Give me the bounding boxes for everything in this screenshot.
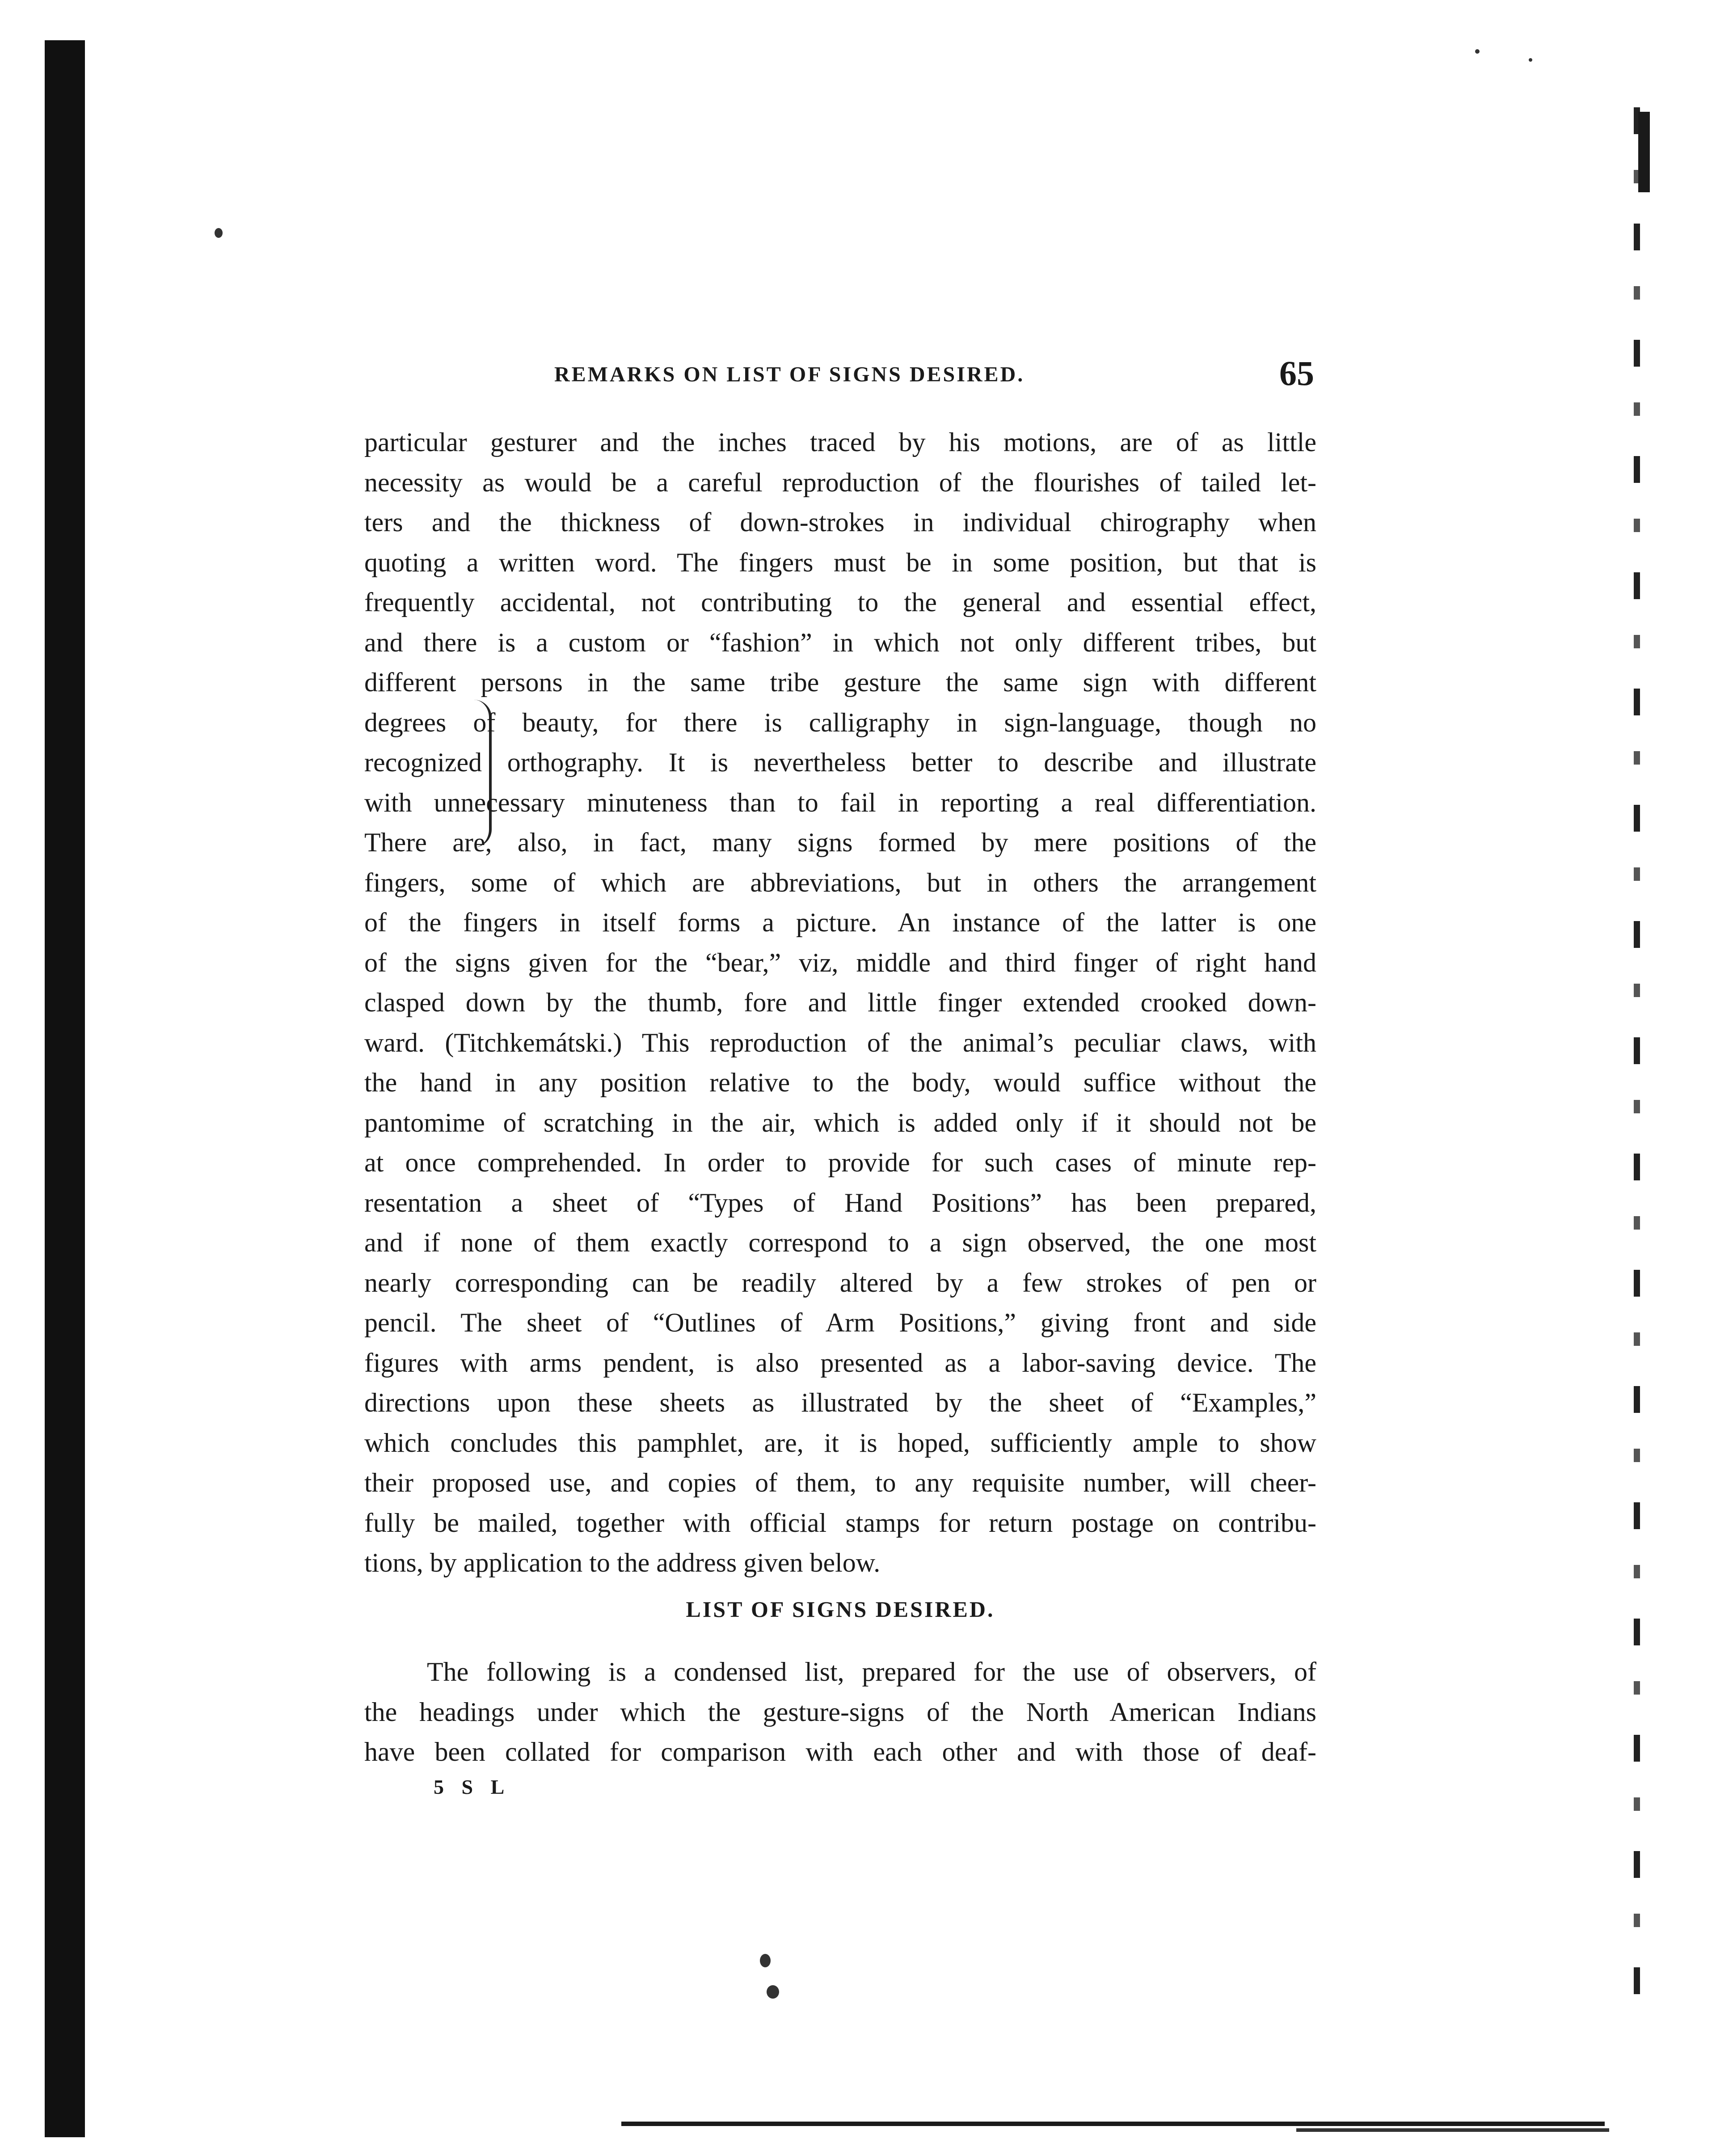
text-line: at once comprehended. In order to provide for such cases of minute rep- bbox=[364, 1148, 1316, 1177]
text-line: particular gesturer and the inches traced by his motions, are of as little bbox=[364, 427, 1316, 457]
scan-speck bbox=[760, 1954, 771, 1967]
page-number: 65 bbox=[1279, 354, 1314, 393]
text-line: pencil. The sheet of “Outlines of Arm Positions,” giving front and side bbox=[364, 1308, 1316, 1337]
text-line: directions upon these sheets as illustrated by the sheet of “Examples,” bbox=[364, 1388, 1316, 1417]
text-line: have been collated for comparison with each other and with those of deaf- bbox=[364, 1737, 1316, 1767]
page-header bbox=[367, 353, 1314, 402]
text-line: necessity as would be a careful reproduction of the flourishes of tailed let- bbox=[364, 467, 1316, 497]
text-line: tions, by application to the address given below. bbox=[364, 1548, 881, 1577]
paragraph-main bbox=[364, 423, 1316, 1583]
text-line: quoting a written word. The fingers must be in some position, but that is bbox=[364, 547, 1316, 577]
running-head: REMARKS ON LIST OF SIGNS DESIRED. bbox=[554, 363, 1025, 386]
text-line: the headings under which the gesture-signs of the North American Indians bbox=[364, 1697, 1316, 1727]
text-line: and if none of them exactly correspond to a sign observed, the one most bbox=[364, 1228, 1316, 1257]
text-line: with unnecessary minuteness than to fail in reporting a real differentiation. bbox=[364, 787, 1316, 817]
paragraph-list-intro bbox=[364, 1652, 1316, 1772]
text-line: ters and the thickness of down-strokes in individual chirography when bbox=[364, 507, 1316, 537]
text-line: recognized orthography. It is nevertheless better to describe and illustrate bbox=[364, 748, 1316, 777]
text-line: There are, also, in fact, many signs formed by mere positions of the bbox=[364, 828, 1316, 857]
text-line: pantomime of scratching in the air, which is added only if it should not be bbox=[364, 1108, 1316, 1137]
text-line: frequently accidental, not contributing to the general and essential effect, bbox=[364, 588, 1316, 617]
text-line: fingers, some of which are abbreviations, but in others the arrangement bbox=[364, 867, 1316, 897]
signature-mark: 5 S L bbox=[434, 1776, 511, 1798]
scan-speck bbox=[215, 228, 223, 238]
scan-speck bbox=[767, 1985, 779, 1999]
scan-speck bbox=[1475, 49, 1480, 54]
scan-right-edge-mark bbox=[1638, 112, 1650, 192]
text-line: their proposed use, and copies of them, to any requisite number, will cheer- bbox=[364, 1468, 1316, 1497]
text-line: resentation a sheet of “Types of Hand Positions” has been prepared, bbox=[364, 1188, 1316, 1218]
scan-speck bbox=[1529, 58, 1532, 62]
scan-bottom-rule-dark bbox=[1296, 2128, 1609, 2132]
text-line: clasped down by the thumb, fore and little finger extended crooked down- bbox=[364, 988, 1316, 1017]
text-line: ward. (Titchkemátski.) This reproduction of the animal’s peculiar claws, with bbox=[364, 1027, 1316, 1057]
text-line: of the fingers in itself forms a picture. An instance of the latter is one bbox=[364, 908, 1316, 937]
text-line: figures with arms pendent, is also presented as a labor-saving device. The bbox=[364, 1348, 1316, 1378]
text-line: of the signs given for the “bear,” viz, middle and third finger of right hand bbox=[364, 947, 1316, 977]
text-line: different persons in the same tribe gesture the same sign with different bbox=[364, 668, 1316, 697]
text-line: which concludes this pamphlet, are, it is hoped, sufficiently ample to show bbox=[364, 1428, 1316, 1458]
scan-right-edge bbox=[1634, 107, 1640, 2030]
text-line: the hand in any position relative to the body, would suffice without the bbox=[364, 1068, 1316, 1097]
text-line: nearly corresponding can be readily altered by a few strokes of pen or bbox=[364, 1268, 1316, 1298]
scan-bottom-rule bbox=[621, 2122, 1605, 2126]
text-line: fully be mailed, together with official stamps for return postage on contribu- bbox=[364, 1508, 1316, 1538]
text-line: and there is a custom or “fashion” in which not only different tribes, but bbox=[364, 627, 1316, 657]
text-line: The following is a condensed list, prepared for the use of observers, of bbox=[427, 1657, 1316, 1687]
section-heading: LIST OF SIGNS DESIRED. bbox=[686, 1597, 995, 1622]
scan-left-edge bbox=[45, 40, 85, 2137]
text-line: degrees of beauty, for there is calligraphy in sign-language, though no bbox=[364, 707, 1316, 737]
